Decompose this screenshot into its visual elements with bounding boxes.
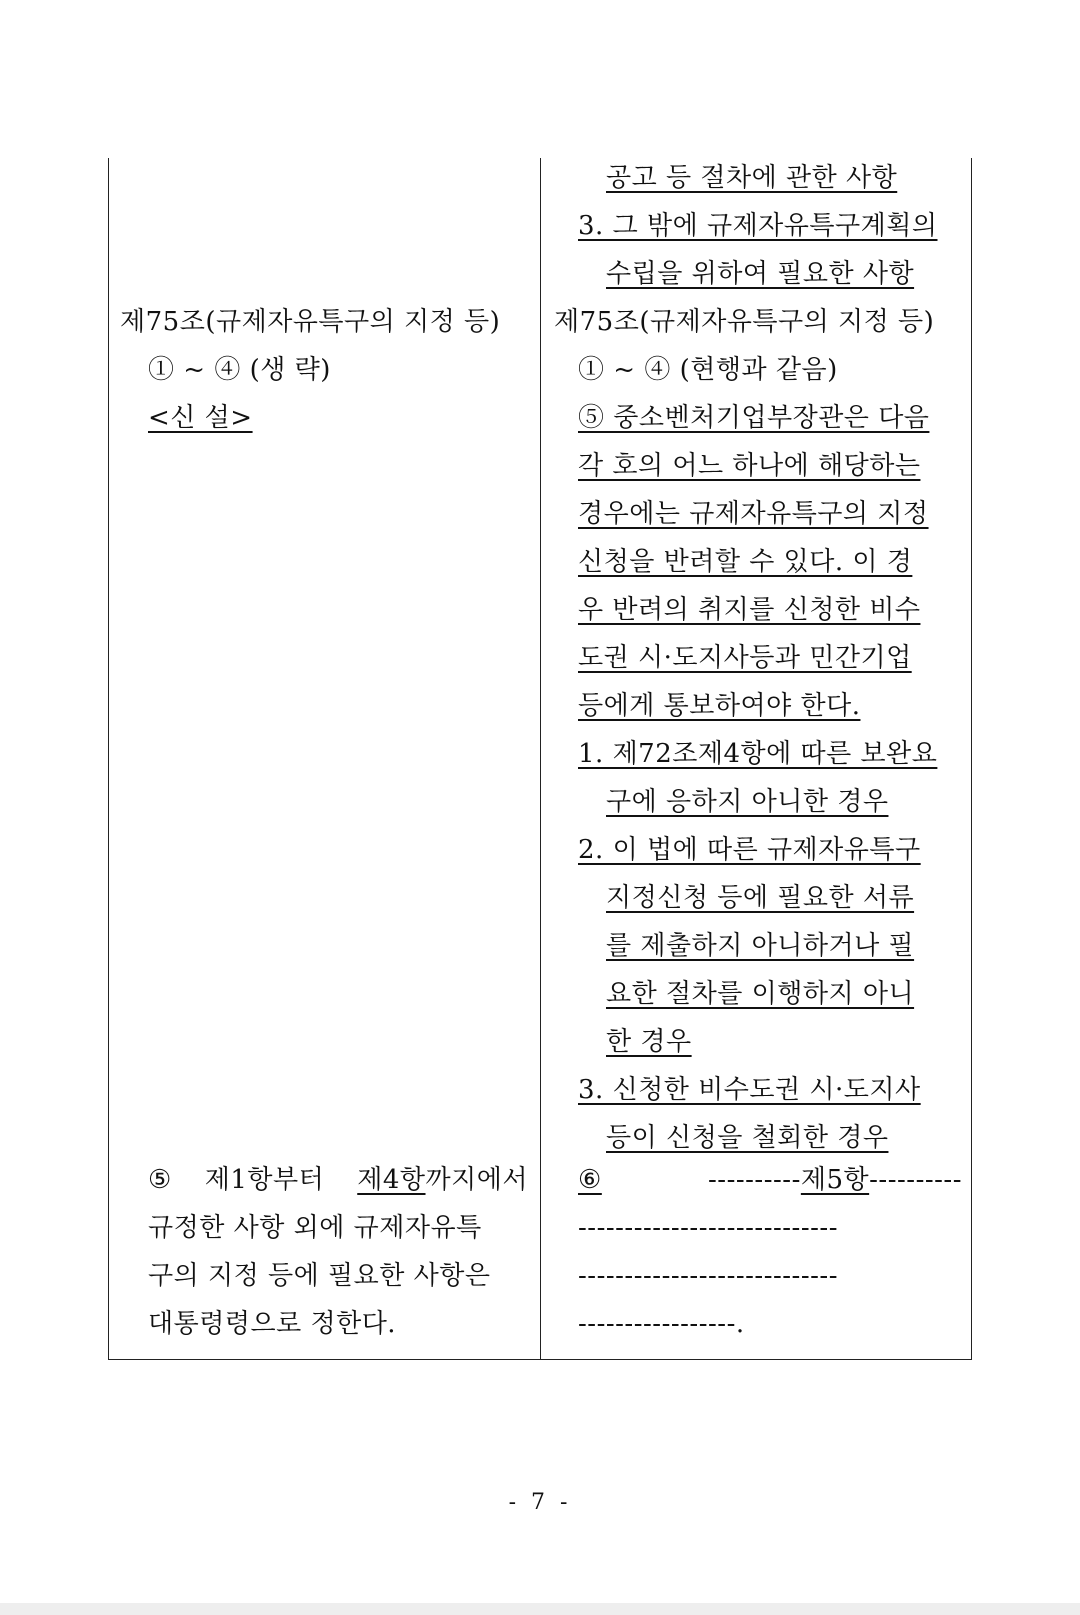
right-clause5-line: 경우에는 규제자유특구의 지정 bbox=[578, 499, 929, 529]
page-bottom-band bbox=[0, 1603, 1080, 1615]
page-number: - 7 - bbox=[508, 1490, 572, 1515]
right-clause5-line: 도권 시·도지사등과 민간기업 bbox=[578, 643, 912, 673]
right-prev-item3-line1: 3. 그 밖에 규제자유특구계획의 bbox=[578, 211, 938, 241]
right-article-heading: 제75조(규제자유특구의 지정 등) bbox=[554, 307, 935, 337]
right-clause5-line: ⑤ 중소벤처기업부장관은 다음 bbox=[578, 403, 930, 433]
right-item1-line1: 1. 제72조제4항에 따른 보완요 bbox=[578, 739, 938, 769]
right-clause6-line4: -----------------. bbox=[578, 1309, 745, 1339]
column-divider bbox=[540, 158, 541, 1360]
right-item3-line1: 3. 신청한 비수도권 시·도지사 bbox=[578, 1075, 921, 1105]
left-article-heading bbox=[120, 302, 528, 342]
right-clause5-line: 신청을 반려할 수 있다. 이 경 bbox=[578, 547, 913, 577]
left-clause5-line1 bbox=[148, 1160, 528, 1200]
right-clause5-line: 우 반려의 취지를 신청한 비수 bbox=[578, 595, 921, 625]
right-clause6-line3: ---------------------------- bbox=[578, 1261, 838, 1291]
left-omitted-clauses: ① ~ ④ (생 략) bbox=[148, 355, 331, 385]
right-clause6-dash-before: ---------- bbox=[708, 1165, 801, 1195]
left-clause5-part2: 까지에서 bbox=[425, 1165, 528, 1195]
right-clause6-dash-after: ---------- bbox=[869, 1165, 962, 1195]
left-clause5-line4: 대통령령으로 정한다. bbox=[148, 1309, 397, 1339]
right-item2-line4: 요한 절차를 이행하지 아니 bbox=[606, 979, 915, 1009]
left-clause5-part1: 제1항부터 bbox=[204, 1165, 325, 1195]
left-clause5-number: ⑤ bbox=[148, 1165, 172, 1195]
right-item2-line1: 2. 이 법에 따른 규제자유특구 bbox=[578, 835, 921, 865]
left-clause5-line2: 규정한 사항 외에 규제자유특 bbox=[148, 1213, 482, 1243]
right-clause6-ref: 제5항 bbox=[800, 1165, 870, 1195]
left-clause5-ref: 제4항 bbox=[357, 1165, 426, 1195]
right-clause5-line: 각 호의 어느 하나에 해당하는 bbox=[578, 451, 921, 481]
right-item2-line5: 한 경우 bbox=[606, 1027, 692, 1057]
right-item3-line2: 등이 신청을 철회한 경우 bbox=[606, 1123, 889, 1153]
left-clause5-line3: 구의 지정 등에 필요한 사항은 bbox=[148, 1261, 491, 1291]
right-carryover-line: 공고 등 절차에 관한 사항 bbox=[606, 163, 898, 193]
right-item2-line2: 지정신청 등에 필요한 서류 bbox=[606, 883, 915, 913]
left-new-clause-marker: <신 설> bbox=[148, 403, 253, 433]
right-item1-line2: 구에 응하지 아니한 경우 bbox=[606, 787, 889, 817]
right-same-as-current: ① ~ ④ (현행과 같음) bbox=[578, 355, 838, 385]
right-clause6-line2: ---------------------------- bbox=[578, 1213, 838, 1243]
right-clause6-number: ⑥ bbox=[578, 1165, 602, 1195]
right-prev-item3-line2: 수립을 위하여 필요한 사항 bbox=[606, 259, 915, 289]
right-clause6-line1 bbox=[578, 1160, 962, 1200]
left-article-heading-text: 제75조(규제자유특구의 지정 등) bbox=[120, 307, 501, 337]
right-item2-line3: 를 제출하지 아니하거나 필 bbox=[606, 931, 915, 961]
right-clause5-line: 등에게 통보하여야 한다. bbox=[578, 691, 861, 721]
